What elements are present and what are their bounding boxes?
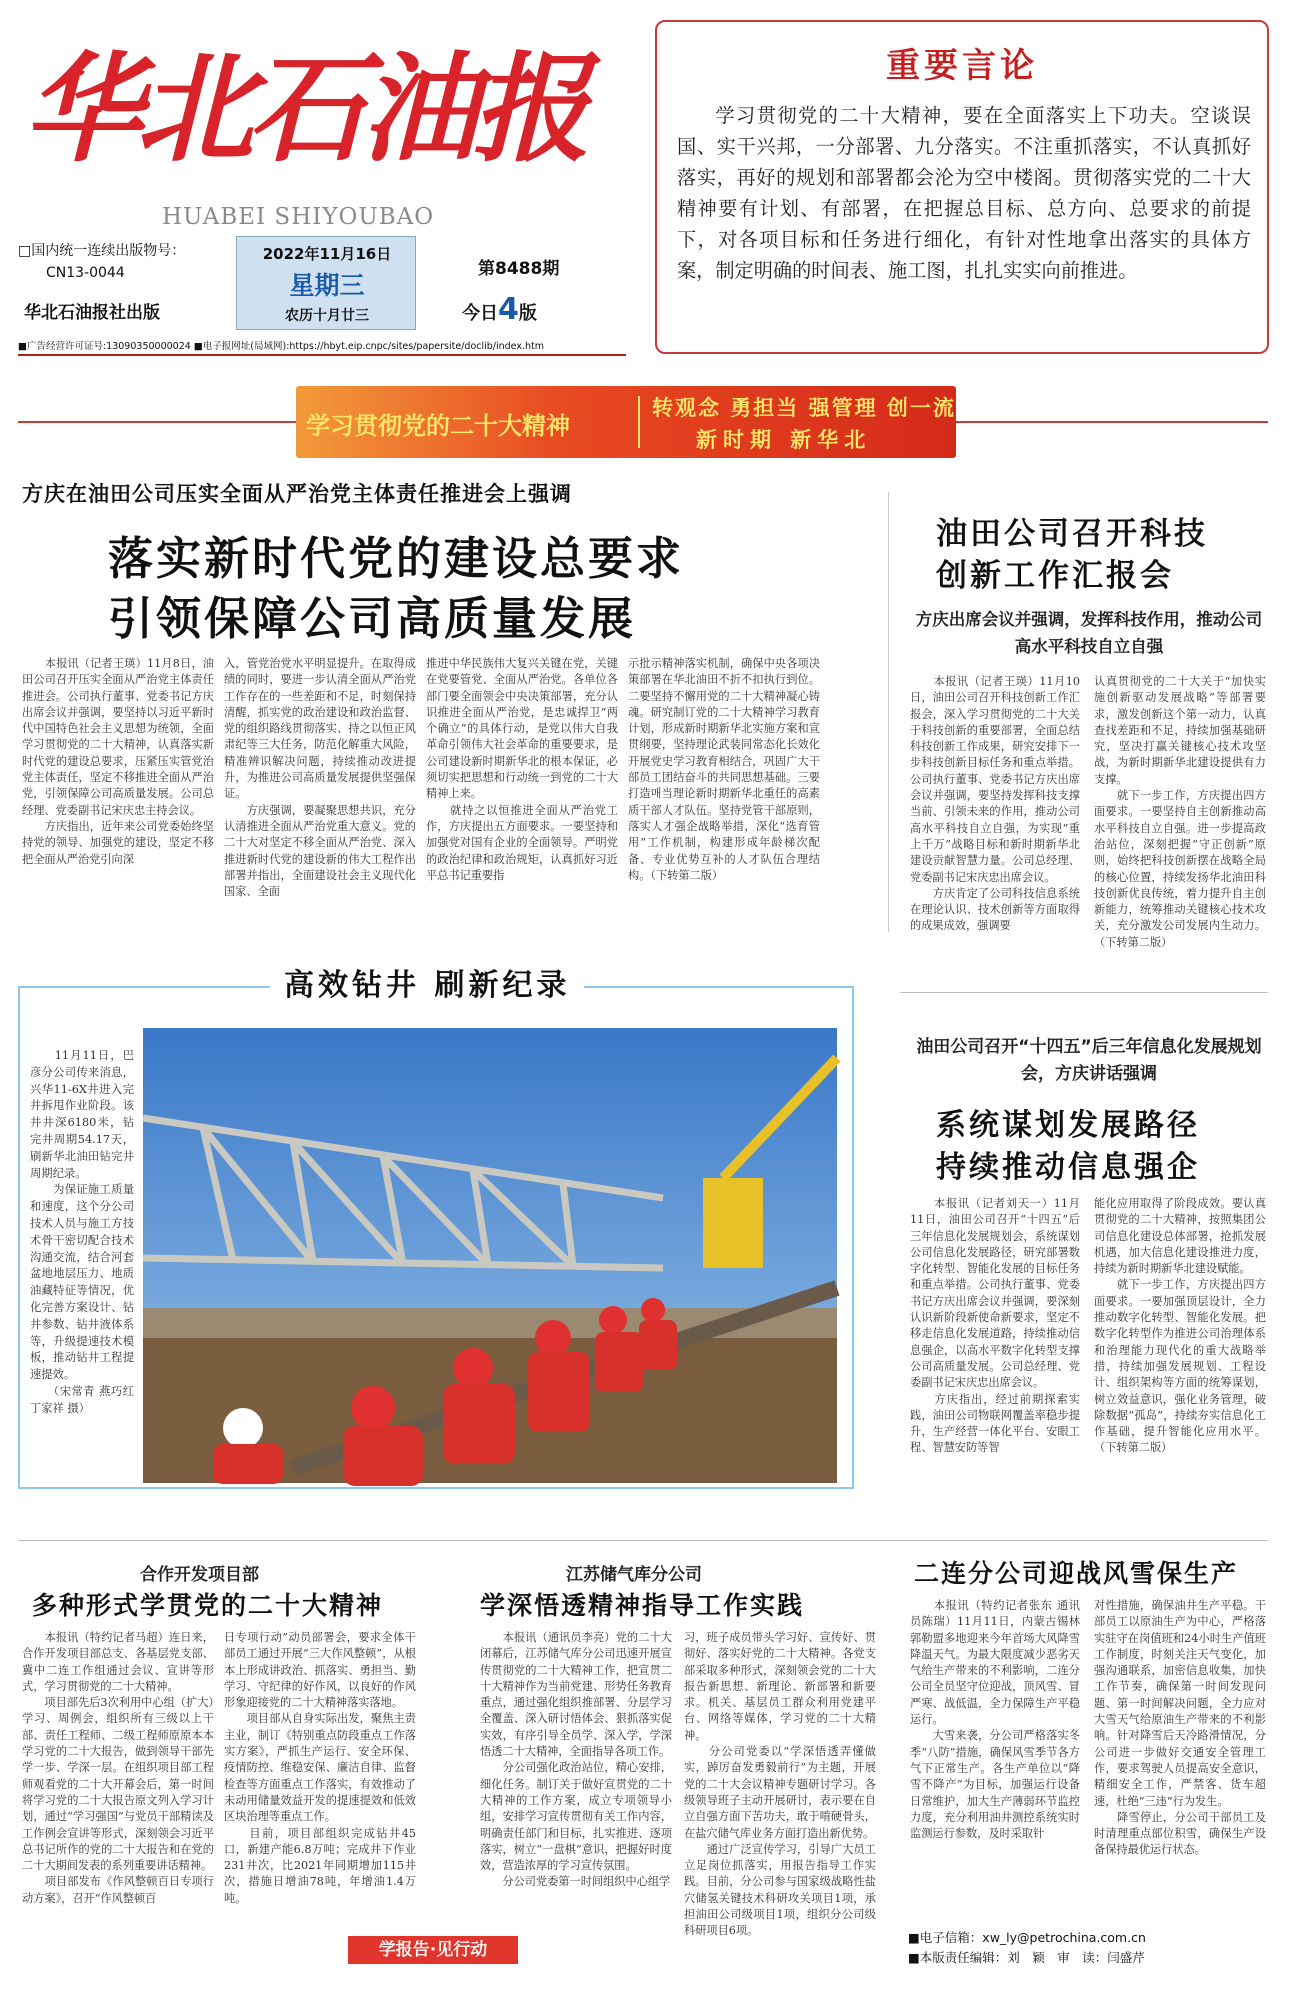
jiangsu-kicker: 江苏储气库分公司: [566, 1565, 702, 1585]
lead-kicker: 方庆在油田公司压实全面从严治党主体责任推进会上强调: [22, 481, 572, 506]
tech-headline-line1: 油田公司召开科技: [936, 516, 1208, 552]
study-badge: 学报告·见行动: [348, 1936, 518, 1964]
coop-headline: 多种形式学贯党的二十大精神: [32, 1591, 384, 1620]
drilling-caption: 11月11日，巴彦分公司传来消息，兴华11-6X井进入完井拆甩作业阶段。该井井深6180米，钻完井周期54.17天，刷新华北油田钻完井周期纪录。 为保证施工质量和速度，这个分公司技术人员与施工方技术骨干密切配合技术沟通交流，结合河套盆地地层压力、地质油藏特征等情况，优化完善方案设计、钻井参数、钻井液体系等，升级提速技术模板，推动钻井工程提速提效。 （宋常青 燕巧红 丁家祥 摄）: [30, 1049, 134, 1415]
footer-editors: ■本版责任编辑：刘 颖 审 读：闫盛芹: [908, 1950, 1145, 1965]
lead-headline-line1: 落实新时代党的建设总要求: [108, 532, 685, 585]
drilling-headline: 高效钻井 刷新纪录: [270, 960, 584, 1004]
lead-col-4: 示批示精神落实机制，确保中央各项决策部署在华北油田不折不扣执行到位。二要坚持不懈用党的二十大精神凝心铸魂。研究制订党的二十大精神学习教育计划，形成新时期新华北实施方案和宣贯纲要，坚持理论武装同常态化长效化开展党史学习教育相结合，巩固广大干部员工团结奋斗的共同思想基础。三要打造매当理论新时期新华北重任的高素质干部人才队伍。坚持党管干部原则，落实人才强企战略举措，深化“选育管用”工作机制，构建形成年龄梯次配备、专业优势互补的人才队伍合理结构。（下转第二版）: [628, 657, 820, 882]
lead-headline-line2: 引领保障公司高质量发展: [108, 592, 637, 645]
snow-col-1: 本报讯（特约记者张东 通讯员陈瑞）11月11日，内蒙古锡林郭勒盟多地迎来今年首场大风降雪降温天气。为最大限度减少恶劣天气给生产带来的不利影响，二连分公司全员坚守位迎战，顶风雪、冒严寒、战低温，全力保障生产平稳运行。 大雪来袭，分公司严格落实冬季“八防”措施，确保风雪季节各方气下正常生产。各生产单位以“降雪不降产”为目标，加强运行设备日常维护，加大生产薄弱环节监控力度，充分利用油井测控系统实时监测运行参数，及时采取针: [910, 1599, 1080, 1841]
important-remarks-box: [655, 20, 1269, 354]
tech-subheadline: 方庆出席会议并强调，发挥科技作用，推动公司高水平科技自立自强: [915, 610, 1263, 656]
drilling-photo-art: [143, 1028, 837, 1483]
banner-right-line2: 新时期 新华北: [696, 428, 872, 452]
footer-info: [908, 1928, 1268, 1968]
info-headline-line2: 持续推动信息强企: [936, 1150, 1200, 1185]
snow-headline: 二连分公司迎战风雪保生产: [914, 1559, 1239, 1588]
lead-col-1: 本报讯（记者王瑛）11月8日，油田公司召开压实全面从严治党主体责任推进会。公司执行董事、党委书记方庆出席会议并强调，要坚持以习近平新时代中国特色社会主义思想为统领，全面学习贯彻党的二十大精神，认真落实新时代党的建设总要求，压紧压实管党治党主体责任，坚定不移推进全面从严治党，引领保障公司高质量发展。公司总经理、党委副书记宋庆忠主持会议。 方庆指出，近年来公司党委始终坚持党的领导、加强党的建设，坚定不移把全面从严治党引向深: [22, 657, 214, 866]
footer-email[interactable]: ■电子信箱：xw_ly@petrochina.com.cn: [908, 1930, 1146, 1945]
info-col-2: 能化应用取得了阶段成效。要认真贯彻党的二十大精神，按照集团公司信息化建设总体部署，抢抓发展机遇，加大信息化建设推进力度，持续为新时期新华北建设赋能。 就下一步工作，方庆提出四方面要求。一要加强顶层设计，全力推动数字化转型、智能化发展。把数字化转型作为推进公司治理体系和治理能力现代化的重大战略举措，持续加强发展规划、工程设计、组织架构等方面的统筹谋划，树立效益意识，强化业务管理，破除数据“孤岛”，持续夯实信息化工作基础，提升智能化应用水平。（下转第二版）: [1094, 1197, 1266, 1455]
publisher: 华北石油报社出版: [24, 303, 160, 323]
lunar-date: 农历十月廿三: [285, 308, 369, 324]
tech-col-1: 本报讯（记者王瑛）11月10日，油田公司召开科技创新工作汇报会，深入学习贯彻党的二十大关于科技创新的重要部署，全面总结科技创新工作成果，研究安排下一步科技创新目标任务和重点举措。公司执行董事、党委书记方庆出席会议并强调，要坚持发挥科技支撑当前、引领未来的作用，推动公司高水平科技自立自强，为实现“重上千万”战略目标和新时期新华北建设贡献智慧力量。公司总经理、党委副书记宋庆忠出席会议。 方庆肯定了公司科技信息系统在理论认识、技术创新等方面取得的成果成效，强调要: [910, 675, 1080, 933]
jiangsu-headline: 学深悟透精神指导工作实践: [480, 1591, 805, 1620]
banner-right-line1: 转观念 勇担当 强管理 创一流: [652, 396, 956, 420]
info-kicker: 油田公司召开“十四五”后三年信息化发展规划会，方庆讲话强调: [916, 1037, 1262, 1084]
column-divider: [888, 492, 889, 932]
date-box: [236, 236, 416, 330]
banner-divider: [638, 396, 640, 448]
remarks-text: 学习贯彻党的二十大精神，要在全面落实上下功夫。空谈误国、实干兴邦，一分部署、九分落实。不注重抓落实，不认真抓好落实，再好的规划和部署都会沦为空中楼阁。贯彻落实党的二十大精神要有计划、有部署，在把握总目标、总方向、总要求的前提下，对各项目标和任务进行细化，有针对性地拿出落实的具体方案，制定明确的时间表、施工图，扎扎实实向前推进。: [677, 104, 1251, 282]
banner-rule-right: [956, 421, 1268, 423]
coop-col-1: 本报讯（特约记者马超）连日来，合作开发项目部总支、各基层党支部、冀中二连工作组通过会议、宣讲等形式，学习贯彻党的二十大精神。 项目部先后3次利用中心组（扩大）学习、周例会，组织所有三级以上干部、责任工程师、二级工程师原原本本学习党的二十大报告，做到领导干部先学一步、学深一层。在组织项目部工程师观看党的二十大开幕会后，第一时间将学习党的二十大报告原文列入学习计划，通过“学习强国”与党员干部精读及工作例会宣讲等形式，深刻领会习近平总书记所作的党的二十大报告和在党的二十大期间发表的系列重要讲话精神。 项目部发布《作风整顿百日专项行动方案》，召开“作风整顿百: [22, 1631, 214, 1905]
issue-date: 2022年11月16日: [262, 245, 392, 263]
remarks-title: 重要言论: [886, 46, 1038, 86]
coop-kicker: 合作开发项目部: [140, 1565, 259, 1585]
banner-rule-left: [18, 421, 296, 423]
banner-left-text: 学习贯彻党的二十大精神: [306, 412, 570, 440]
page-count-number: 4: [498, 292, 519, 327]
coop-col-2: 日专项行动”动员部署会，要求全体干部员工通过开展“三大作风整顿”，从根本上形成讲政治、抓落实、勇担当、勤学习、守纪律的好作风，以良好的作风形象迎接党的二十大精神落实落地。 项目部从自身实际出发，聚焦主责主业，制订《特别重点防段重点工作落实方案》，严抓生产运行、安全环保、疫情防控、维稳安保、廉洁自律、监督检查等方面重点工作落实，有效推动了未动用储量效益开发的提速提效和低效区块治理等重点工作。 目前，项目部组织完成钻井45口，新建产能6.8万吨；完成井下作业231井次，比2021年同期增加115井次，措施日增油78吨，年增油1.4万吨。: [224, 1631, 416, 1905]
tech-col-2: 认真贯彻党的二十大关于“加快实施创新驱动发展战略”等部署要求，激发创新这个第一动力，认真查找差距和不足，持续加强基础研究，坚决打赢关键核心技术攻坚战，为新时期新华北建设提供有力支撑。 就下一步工作，方庆提出四方面要求。一要坚持自主创新推动高水平科技自立自强。进一步提高政治站位，深刻把握“守正创新”原则，始终把科技创新摆在战略全局的核心位置，持续发扬华北油田科技创新优良传统，着力提升自主创新能力，统筹推动关键核心技术攻关，充分激发公司发展内生动力。（下转第二版）: [1094, 675, 1266, 949]
masthead-pinyin: HUABEI SHIYOUBAO: [162, 204, 435, 230]
jiangsu-col-2: 习，班子成员带头学习好、宣传好、贯彻好、落实好党的二十大精神。各党支部采取多种形式，深刻领会党的二十大报告新思想、新理论、新部署和新要求。机关、基层员工群众利用党建平台、网络等媒体，学习党的二十大精神。 分公司党委以“学深悟透弄懂做实，踔厉奋发勇毅前行”为主题，开展党的二十大会议精神专题研讨学习。各级领导班子主动开展研讨，表示要在自立自强方面下苦功夫，敢于啃硬骨头，在盐穴储气库业务方面打造出新优势。 通过广泛宣传学习，引导广大员工立足岗位抓落实，用报告指导工作实践。目前，分公司参与国家级战略性盐穴储氢关键技术科研攻关项目1项，承担油田公司级项目1项，组织分公司级科研项目6项。: [684, 1631, 876, 1938]
masthead-rule: [18, 354, 626, 356]
masthead-logo: [20, 18, 585, 178]
info-headline-line1: 系统谋划发展路径: [936, 1108, 1200, 1143]
section-rule: [900, 992, 1268, 993]
pub-label: □国内统一连续出版物号：: [18, 243, 186, 259]
masthead-logo-art: [20, 18, 585, 178]
jiangsu-col-1: 本报讯（通讯员李亮）党的二十大闭幕后，江苏储气库分公司迅速开展宣传贯彻党的二十大精神工作，把宣贯二十大精神作为当前党建、形势任务教育重点，通过强化组织推部署、分层学习全覆盖、深入研讨悟体会、狠抓落实促实效，有序引导全员学、深入学，学深悟透二十大精神，全面指导各项工作。 分公司强化政治站位，精心安排，细化任务。制订关于做好宣贯党的二十大精神的工作方案，成立专项领导小组，安排学习宣传贯彻有关工作内容，明确责任部门和目标，扎实推进、逐项落实，树立“一盘棋”意识，把握好时度效，营造浓厚的学习宣传氛围。 分公司党委第一时间组织中心组学: [480, 1631, 672, 1889]
theme-banner: [296, 386, 956, 458]
lead-col-3: 推进中华民族伟大复兴关键在党，关键在党要管党、全面从严治党。各单位各部门要全面领会中央决策部署，充分认识推进全面从严治党，是忠诚捍卫“两个确立”的具体行动，是党以伟大自我革命引领伟大社会革命的重要要求，是公司建设新时期新华北的根本保证，必须切实把思想和行动统一到党的二十大精神上来。 就持之以恒推进全面从严治党工作，方庆提出五方面要求。一要坚持和加强党对国有企业的全面领导。严明党的政治纪律和政治规矩，认真抓好习近平总书记重要指: [426, 657, 618, 882]
page-count-suffix: 版: [518, 303, 537, 324]
lead-col-2: 入，管党治党水平明显提升。在取得成绩的同时，要进一步认清全面从严治党工作存在的一些差距和不足，时刻保持清醒，抓实党的政治建设和政治监督、党的组织路线贯彻落实、持之以恒正风肃纪等三大任务，防范化解重大风险，精准辨识解决问题，持续推动改进提升，为推进公司高质量发展提供坚强保证。 方庆强调，要凝聚思想共识，充分认清推进全面从严治党重大意义。党的二十大对坚定不移全面从严治党、深入推进新时代党的建设新的伟大工程作出部署并指出，全面建设社会主义现代化国家、全面: [224, 657, 416, 899]
masthead-logo-text: 华北石油报: [24, 39, 585, 178]
issue-number: 第8488期: [478, 259, 560, 279]
tech-headline-line2: 创新工作汇报会: [936, 558, 1174, 594]
drilling-photo: [143, 1028, 837, 1483]
weekday: 星期三: [289, 271, 365, 300]
snow-col-2: 对性措施，确保油井生产平稳。干部员工以原油生产为中心，严格落实驻守在岗值班和24小时生产值班工作制度，时刻关注天气变化，加强沟通联系，加密信息收集，加快工作节奏，确保第一时间发现问题、第一时间解决问题，全力应对大雪天气给原油生产带来的不利影响。针对降雪后天冷路滑情况，分公司进一步做好交通安全管理工作，要求驾驶人员提高安全意识，精细安全工作，严禁客、货车超速，杜绝“三违”行为发生。 降雪停止，分公司干部员工及时清理重点部位积雪，确保生产设备保持最优运行状态。: [1094, 1599, 1266, 1857]
info-col-1: 本报讯（记者刘天一）11月11日，油田公司召开“十四五”后三年信息化发展规划会，系统谋划公司信息化发展路径，研究部署数字化转型、智能化发展的目标任务和重点举措。公司执行董事、党委书记方庆出席会议并强调，要深刻认识新阶段新使命新要求，坚定不移走信息化发展道路，持续推动信息强企，以高水平数字化转型支撑公司高质量发展。公司总经理、党委副书记宋庆忠出席会议。 方庆指出，经过前期探索实践，油田公司物联网覆盖率稳步提升，生产经营一体化平台、安眼工程、智慧安防等智: [910, 1197, 1080, 1455]
ad-license-line: ■广告经营许可证号:13090350000024 ■电子报网址(局域网):https://hbyt.eip.cnpc/sites/papersite/doclib/index.htm: [18, 341, 544, 352]
page-count-prefix: 今日: [462, 303, 498, 324]
pub-code: CN13-0044: [46, 265, 125, 281]
bottom-section-rule: [18, 1540, 1268, 1541]
page-count: [462, 292, 537, 327]
publication-number: [18, 240, 236, 284]
